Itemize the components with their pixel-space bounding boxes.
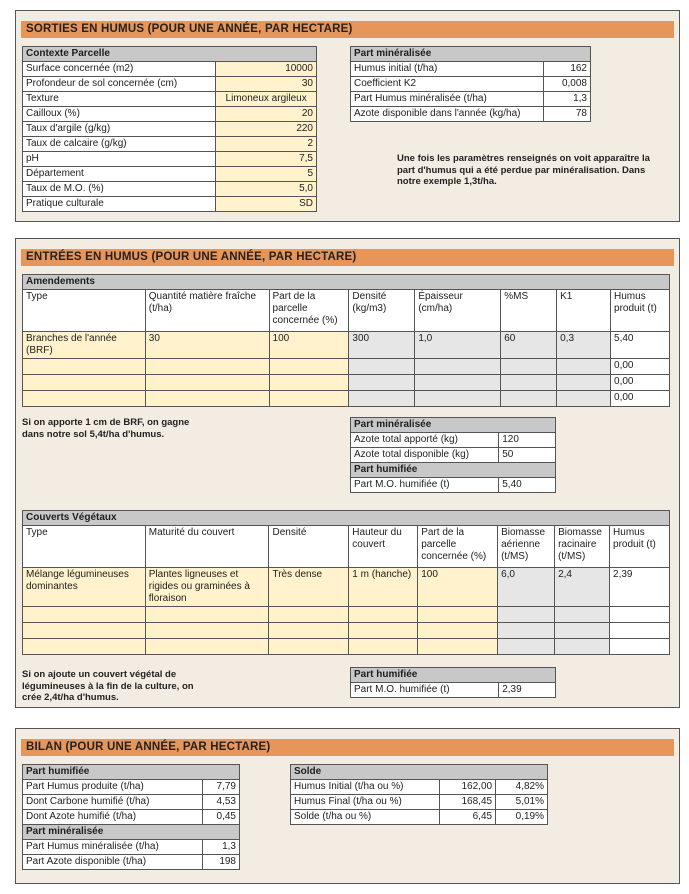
biomasse-racinaire-value: 2,4 [555,568,610,607]
row-label: Taux de M.O. (%) [23,182,216,197]
empty-cell [501,391,557,407]
densite-field[interactable]: Très dense [269,568,349,607]
type-field[interactable]: Mélange légumineuses dominantes [23,568,146,607]
row-label: Azote disponible dans l'année (kg/ha) [351,107,544,122]
surface-field[interactable]: 10000 [216,62,317,77]
row-value: 78 [544,107,591,122]
row-label: Humus initial (t/ha) [351,62,544,77]
empty-cell[interactable] [349,639,418,655]
part-parcelle-field[interactable]: 100 [269,332,349,359]
couvert-note: Si on ajoute un couvert végétal de légumineuses à la fin de la culture, on crée 2,4t/ha d'humus. [22,669,194,703]
row-value: 120 [499,433,556,448]
empty-cell [349,391,415,407]
row-value: 198 [203,855,240,870]
empty-cell[interactable] [23,607,146,623]
row-percent: 4,82% [496,780,548,795]
empty-cell [415,391,501,407]
epaisseur-value: 1,0 [415,332,501,359]
row-label: Azote total apporté (kg) [351,433,499,448]
row-label: Pratique culturale [23,197,216,212]
empty-cell[interactable] [145,359,269,375]
contexte-parcelle-table [22,46,317,212]
humus-produit-value: 0,00 [611,375,670,391]
empty-cell [415,375,501,391]
col-header: Humus produit (t) [611,290,670,332]
col-header: Type [23,290,146,332]
amendement-summary-table [350,417,556,493]
mineralisee-header: Part minéralisée [351,418,556,433]
empty-cell [610,607,670,623]
empty-cell[interactable] [269,639,349,655]
profondeur-field[interactable]: 30 [216,77,317,92]
brf-note: Si on apporte 1 cm de BRF, on gagne dans notre sol 5,4t/ha d'humus. [22,417,190,440]
row-label: Cailloux (%) [23,107,216,122]
row-label: Texture [23,92,216,107]
empty-cell [555,639,610,655]
row-label: Coefficient K2 [351,77,544,92]
col-header: Biomasse racinaire (t/MS) [555,526,610,568]
col-header: Humus produit (t) [610,526,670,568]
empty-cell[interactable] [269,375,349,391]
texture-field[interactable]: Limoneux argileux [216,92,317,107]
argile-field[interactable]: 220 [216,122,317,137]
row-label: Taux de calcaire (g/kg) [23,137,216,152]
humifiee-header: Part humifiée [23,765,240,780]
empty-cell [498,639,555,655]
row-label: Taux d'argile (g/kg) [23,122,216,137]
col-header: Épaisseur (cm/ha) [415,290,501,332]
empty-cell [610,623,670,639]
sorties-panel [15,10,680,222]
empty-cell [498,623,555,639]
empty-cell[interactable] [418,623,498,639]
col-header: Part de la parcelle concernée (%) [269,290,349,332]
col-header: Densité (kg/m3) [349,290,415,332]
empty-cell[interactable] [418,639,498,655]
row-label: Solde (t/ha ou %) [291,810,440,825]
empty-cell[interactable] [349,623,418,639]
col-header: Part de la parcelle concernée (%) [418,526,498,568]
departement-field[interactable]: 5 [216,167,317,182]
empty-cell [610,639,670,655]
row-value: 162 [544,62,591,77]
row-label: Part Humus minéralisée (t/ha) [351,92,544,107]
humus-produit-value: 2,39 [610,568,670,607]
empty-cell[interactable] [23,375,146,391]
ms-value: 60 [501,332,557,359]
sorties-title: SORTIES EN HUMUS (POUR UNE ANNÉE, PAR HECTARE) [21,21,674,38]
humus-produit-value: 5,40 [611,332,670,359]
row-value: 6,45 [440,810,496,825]
row-value: 162,00 [440,780,496,795]
mineralisee-header: Part minéralisée [23,825,240,840]
row-value: 5,40 [499,478,556,493]
row-label: Dont Carbone humifié (t/ha) [23,795,203,810]
biomasse-aerienne-value: 6,0 [498,568,555,607]
empty-cell [349,359,415,375]
empty-cell[interactable] [145,607,269,623]
humifiee-header: Part humifiée [351,463,556,478]
couverts-header: Couverts Végétaux [23,511,670,526]
col-header: Quantité matière fraîche (t/ha) [145,290,269,332]
col-header: Hauteur du couvert [349,526,418,568]
empty-cell [415,359,501,375]
col-header: Type [23,526,146,568]
ph-field[interactable]: 7,5 [216,152,317,167]
empty-cell[interactable] [145,375,269,391]
col-header: K1 [557,290,611,332]
empty-cell [555,607,610,623]
row-label: Humus Final (t/ha ou %) [291,795,440,810]
humus-produit-value: 0,00 [611,359,670,375]
col-header: Densité [269,526,349,568]
empty-cell[interactable] [269,607,349,623]
empty-cell [555,623,610,639]
empty-cell[interactable] [145,623,269,639]
sorties-note: Une fois les paramètres renseignés on voit apparaître la part d'humus qui a été perdue par minéralisation. Dans notre exemple 1,3t/ha. [397,153,650,187]
col-header: Biomasse aérienne (t/MS) [498,526,555,568]
hauteur-field[interactable]: 1 m (hanche) [349,568,418,607]
couverts-table [22,510,670,655]
bilan-humus-table [22,764,240,870]
empty-cell[interactable] [23,391,146,407]
humifiee-header: Part humifiée [351,668,556,683]
row-value: 1,3 [544,92,591,107]
couvert-summary-table [350,667,556,698]
row-label: Département [23,167,216,182]
row-percent: 0,19% [496,810,548,825]
empty-cell[interactable] [23,639,146,655]
k1-value: 0,3 [557,332,611,359]
empty-cell [557,375,611,391]
part-mineralisee-table [350,46,591,122]
empty-cell [501,359,557,375]
row-label: Part Humus produite (t/ha) [23,780,203,795]
empty-cell[interactable] [269,359,349,375]
maturite-field[interactable]: Plantes ligneuses et rigides ou graminées à floraison [145,568,269,607]
row-value: 0,45 [203,810,240,825]
type-field[interactable]: Branches de l'année (BRF) [23,332,146,359]
row-label: Part M.O. humifiée (t) [351,683,499,698]
densite-value: 300 [349,332,415,359]
mineralisee-header: Part minéralisée [351,47,591,62]
row-value: 168,45 [440,795,496,810]
empty-cell[interactable] [145,391,269,407]
contexte-header: Contexte Parcelle [23,47,317,62]
entrees-panel [15,238,680,708]
empty-cell [501,375,557,391]
row-value: 2,39 [499,683,556,698]
col-header: Maturité du couvert [145,526,269,568]
amendements-table [22,274,670,407]
amendements-header: Amendements [23,275,670,290]
empty-cell[interactable] [418,607,498,623]
empty-cell [349,375,415,391]
entrees-title: ENTRÉES EN HUMUS (POUR UNE ANNÉE, PAR HECTARE) [21,249,674,266]
row-label: Surface concernée (m2) [23,62,216,77]
calcaire-field[interactable]: 2 [216,137,317,152]
cailloux-field[interactable]: 20 [216,107,317,122]
row-value: 1,3 [203,840,240,855]
row-label: Profondeur de sol concernée (cm) [23,77,216,92]
row-label: Part M.O. humifiée (t) [351,478,499,493]
row-label: Part Azote disponible (t/ha) [23,855,203,870]
row-label: Part Humus minéralisée (t/ha) [23,840,203,855]
humus-produit-value: 0,00 [611,391,670,407]
part-parcelle-field[interactable]: 100 [418,568,498,607]
empty-cell[interactable] [145,639,269,655]
empty-cell[interactable] [23,623,146,639]
empty-cell[interactable] [23,359,146,375]
taux-mo-field[interactable]: 5,0 [216,182,317,197]
row-label: Dont Azote humifié (t/ha) [23,810,203,825]
empty-cell [498,607,555,623]
empty-cell[interactable] [269,623,349,639]
row-label: pH [23,152,216,167]
solde-table [290,764,548,825]
quantite-field[interactable]: 30 [145,332,269,359]
bilan-panel [15,728,680,884]
row-label: Humus Initial (t/ha ou %) [291,780,440,795]
row-value: 7,79 [203,780,240,795]
empty-cell [557,391,611,407]
bilan-title: BILAN (POUR UNE ANNÉE, PAR HECTARE) [21,739,674,756]
empty-cell [557,359,611,375]
row-label: Azote total disponible (kg) [351,448,499,463]
col-header: %MS [501,290,557,332]
empty-cell[interactable] [349,607,418,623]
row-value: 50 [499,448,556,463]
row-percent: 5,01% [496,795,548,810]
empty-cell[interactable] [269,391,349,407]
row-value: 4,53 [203,795,240,810]
solde-header: Solde [291,765,548,780]
row-value: 0,008 [544,77,591,92]
pratique-field[interactable]: SD [216,197,317,212]
